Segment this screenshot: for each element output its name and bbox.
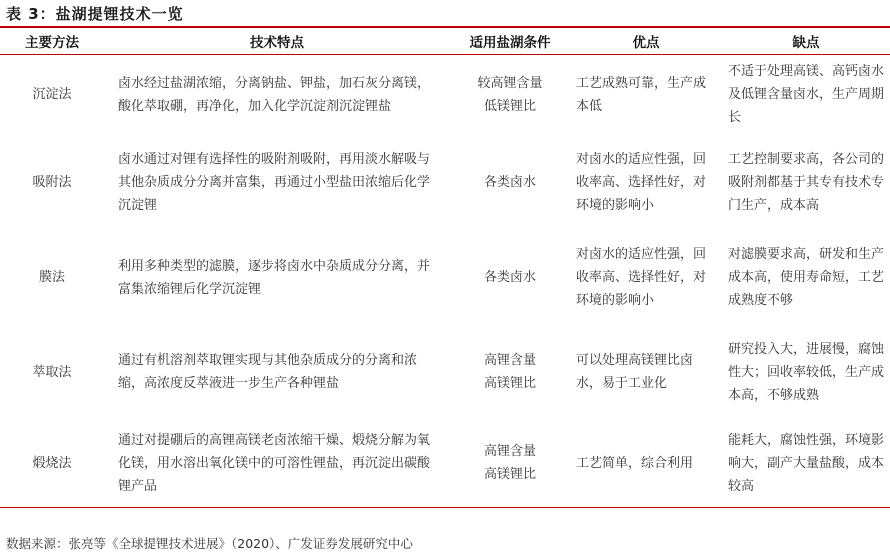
cons-cell: 不适于处理高镁、高钙卤水及低锂含量卤水，生产周期长 <box>728 64 885 125</box>
condition-cell <box>450 134 570 230</box>
condition-line: 较高锂含量 <box>477 75 543 91</box>
header-method: 主要方法 <box>0 27 104 55</box>
method-cell: 煅烧法 <box>0 419 104 508</box>
condition-cell <box>450 230 570 325</box>
header-row <box>0 27 890 55</box>
condition-line: 高锂含量 <box>483 353 536 368</box>
feature-cell: 卤水经过盐湖浓缩，分离钠盐、钾盐，加石灰分离镁，酸化萃取硼，再净化，加入化学沉淀剂沉淀锂盐 <box>118 75 431 114</box>
table-row <box>0 134 890 230</box>
table-row <box>0 230 890 325</box>
cons-cell: 研究投入大，进展慢，腐蚀性大；回收率较低，生产成本高，不够成熟 <box>728 341 885 403</box>
table-row <box>0 419 890 508</box>
feature-cell: 利用多种类型的滤膜，逐步将卤水中杂质成分分离，并富集浓缩锂后化学沉淀锂 <box>118 258 431 297</box>
method-cell: 萃取法 <box>32 364 72 380</box>
condition-line: 低镁锂比 <box>483 98 536 114</box>
feature-cell: 通过对提硼后的高锂高镁老卤浓缩干燥、煅烧分解为氧化镁，用水溶出氧化镁中的可溶性锂盐，再沉淀出碳酸锂产品 <box>104 419 450 508</box>
feature-cell: 卤水通过对锂有选择性的吸附剂吸附，再用淡水解吸与其他杂质成分分离并富集，再通过小型盐田浓缩后化学沉淀锂 <box>118 151 431 213</box>
condition-line: 高镁锂比 <box>483 467 536 482</box>
header-condition: 适用盐湖条件 <box>450 27 570 55</box>
lithium-extraction-table <box>0 26 890 508</box>
condition-line: 各类卤水 <box>483 270 536 285</box>
method-cell: 膜法 <box>38 270 65 285</box>
method-cell: 吸附法 <box>32 174 72 190</box>
table-row <box>0 325 890 419</box>
pros-cell: 工艺简单，综合利用 <box>570 419 722 508</box>
method-cell: 沉淀法 <box>32 87 72 102</box>
condition-line: 高锂含量 <box>483 444 536 459</box>
pros-cell: 对卤水的适应性强，回收率高、选择性好，对环境的影响小 <box>576 151 707 213</box>
header-pros: 优点 <box>570 27 722 55</box>
header-cons: 缺点 <box>722 27 890 55</box>
table-row <box>0 55 890 135</box>
pros-cell: 工艺成熟可靠，生产成本低 <box>576 75 707 114</box>
condition-cell <box>450 55 570 135</box>
data-source-note: 数据来源：张亮等《全球提锂技术进展》（2020）、广发证券发展研究中心 <box>6 536 413 551</box>
condition-line: 高镁锂比 <box>483 376 536 391</box>
header-feature: 技术特点 <box>104 27 450 55</box>
pros-cell: 可以处理高镁锂比卤水，易于工业化 <box>576 353 694 391</box>
condition-cell <box>450 325 570 419</box>
cons-cell: 能耗大，腐蚀性强，环境影响大，副产大量盐酸，成本较高 <box>722 419 890 508</box>
condition-line: 各类卤水 <box>483 174 536 190</box>
condition-cell <box>450 419 570 508</box>
tech-table-wrapper <box>0 26 890 508</box>
cons-cell: 对滤膜要求高，研发和生产成本高，使用寿命短，工艺成熟度不够 <box>728 247 885 308</box>
table-title: 表 3：盐湖提锂技术一览 <box>6 5 184 23</box>
feature-cell: 通过有机溶剂萃取锂实现与其他杂质成分的分离和浓缩，高浓度反萃液进一步生产各种锂盐 <box>118 353 418 391</box>
pros-cell: 对卤水的适应性强，回收率高、选择性好，对环境的影响小 <box>576 247 707 308</box>
cons-cell: 工艺控制要求高，各公司的吸附剂都基于其专有技术专门生产，成本高 <box>728 151 885 213</box>
